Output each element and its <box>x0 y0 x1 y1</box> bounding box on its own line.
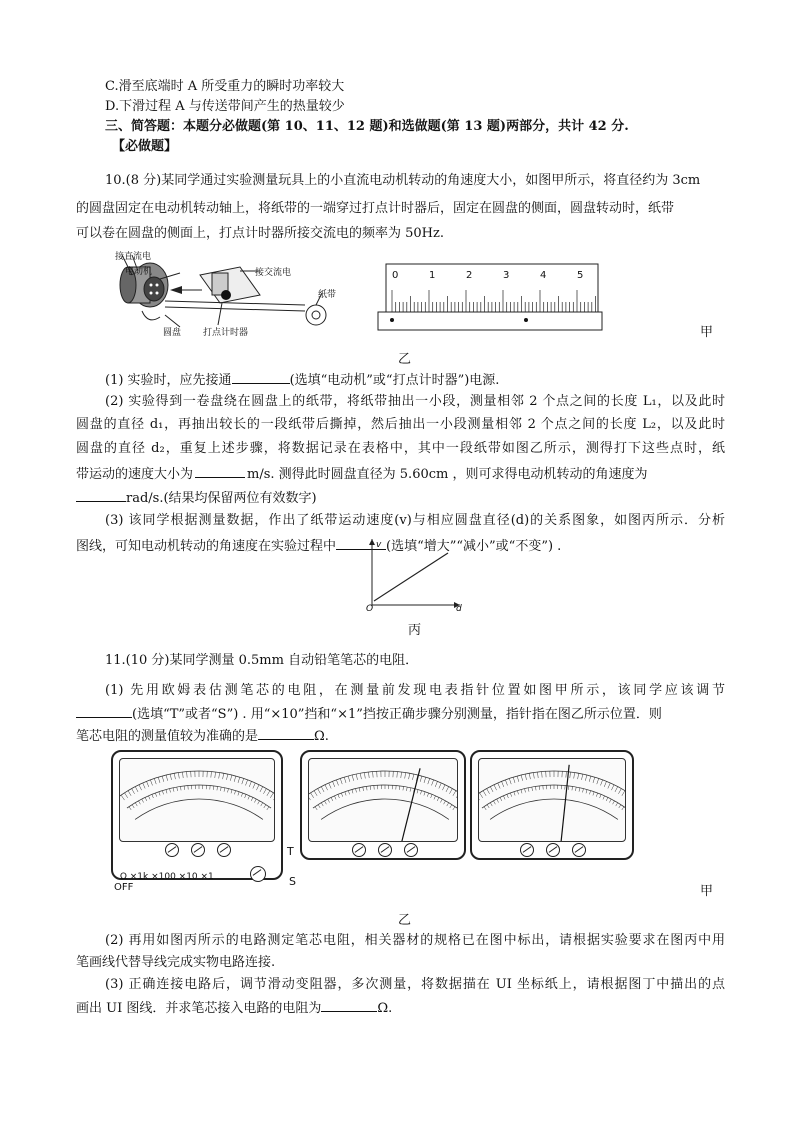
q10-part3-2: 图线，可知电动机转动的角速度在实验过程中 (选填“增大”“减小”或“不变”) . <box>76 536 561 556</box>
label-ac-power: 接交流电 <box>255 268 292 278</box>
dial-tick <box>368 772 369 778</box>
dial-tick <box>497 799 499 803</box>
dial-tick <box>321 803 323 806</box>
dial-tick <box>132 805 134 808</box>
q11-part2-1: (2) 再用如图丙所示的电路测定笔芯电阻，相关器材的规格已在图中标出，请根据实验要求在图丙中用 <box>105 933 725 948</box>
dial-tick <box>500 797 502 801</box>
dial-tick <box>348 776 350 782</box>
dial-tick <box>254 799 256 803</box>
dial-tick <box>224 788 225 792</box>
dial-tick <box>509 778 511 784</box>
dial-tick <box>166 789 167 793</box>
dial-tick <box>431 794 433 798</box>
dial-tick <box>582 774 583 780</box>
dial-tick <box>158 777 160 783</box>
dial-tick <box>270 793 273 798</box>
dial-tick <box>574 773 575 779</box>
dial-tick <box>521 775 522 781</box>
option-c: C.滑至底端时 A 所受重力的瞬时功率较大 <box>105 79 345 94</box>
dial-tick <box>505 780 507 786</box>
dial-tick <box>241 793 242 797</box>
dial-tick <box>217 786 218 790</box>
selector-knob-icon[interactable] <box>250 866 266 882</box>
dial-tick <box>155 793 156 797</box>
meter-needle <box>120 832 199 841</box>
dial-tick <box>324 801 326 804</box>
ruler-tick-label: 2 <box>466 270 473 281</box>
dial-tick <box>340 778 342 784</box>
tape-dot <box>524 318 528 322</box>
dial-tick <box>606 797 608 801</box>
dial-tick <box>248 796 250 800</box>
q10-intro-2: 的圆盘固定在电动机转动轴上，将纸带的一端穿过打点计时器后，固定在圆盘的侧面，圆盘转动时，纸带 <box>76 201 675 216</box>
dial-tick <box>432 780 434 786</box>
q10-part2-2: 圆盘的直径 d₁，再抽出较长的一段纸带后撕掉，然后抽出一小段测量相邻 2 个点之间的长度 L₂，以及此时 <box>76 417 725 432</box>
graph-v-label: v <box>376 540 382 550</box>
dial-tick <box>490 787 493 792</box>
screw-icon <box>378 843 392 857</box>
dial-tick <box>154 778 156 784</box>
dial-tick <box>121 795 124 800</box>
dial-scale-arc <box>135 799 263 819</box>
dial-scale-arc <box>321 799 449 819</box>
screw-icon <box>191 843 205 857</box>
dial-tick <box>267 807 269 810</box>
dial-tick <box>274 795 275 800</box>
dial-tick <box>135 803 137 806</box>
dial-tick <box>420 776 422 782</box>
dial-tick <box>444 801 446 804</box>
dial-tick <box>490 803 492 806</box>
dial-tick <box>480 793 483 798</box>
dial-tick <box>453 791 456 796</box>
dial-tick <box>234 791 235 795</box>
vd-line <box>374 553 448 601</box>
dial-tick <box>152 794 154 798</box>
dial-tick <box>162 776 164 782</box>
dial-tick <box>570 772 571 778</box>
ruler-tick-label: 3 <box>503 270 510 281</box>
dial-tick <box>572 786 573 790</box>
dial-tick <box>170 774 171 780</box>
dial-tick <box>456 793 458 798</box>
dial-tick <box>143 783 145 788</box>
dial-tick <box>502 781 504 787</box>
screw-icon <box>404 843 418 857</box>
dial-tick <box>238 777 240 783</box>
caption-yi: 乙 <box>398 352 412 367</box>
dial-tick <box>487 789 490 794</box>
dial-tick <box>583 789 584 793</box>
label-t: T <box>287 845 294 858</box>
dial-tick <box>219 773 220 779</box>
dial-tick <box>125 793 128 798</box>
dial-tick <box>238 792 239 796</box>
dial-tick <box>521 789 522 793</box>
dial-tick <box>600 794 602 798</box>
dial-tick <box>449 789 452 794</box>
dial-tick <box>615 787 618 792</box>
meter-dial <box>120 759 275 841</box>
dial-tick <box>227 774 228 780</box>
dial-tick <box>359 788 360 792</box>
dial-tick <box>142 799 144 803</box>
dial-tick <box>261 803 263 806</box>
dial-tick <box>147 781 149 787</box>
dial-tick <box>356 774 357 780</box>
meter-dial <box>309 759 458 841</box>
caption-bing: 丙 <box>408 623 422 638</box>
dial-tick <box>537 772 538 778</box>
dial-tick <box>533 773 534 779</box>
dial-tick <box>525 789 526 793</box>
caption-yi-2: 乙 <box>398 913 412 928</box>
dial-tick <box>586 789 587 793</box>
dial-tick <box>601 780 603 786</box>
dial-tick <box>401 772 402 778</box>
dial-tick <box>230 775 231 781</box>
dial-tick <box>517 791 518 795</box>
dial-tick <box>180 786 181 790</box>
dial-tick <box>187 772 188 778</box>
dial-tick <box>442 785 445 790</box>
dial-tick <box>625 793 626 798</box>
dial-tick <box>446 787 449 792</box>
dial-tick <box>336 780 338 786</box>
dial-tick <box>356 789 357 793</box>
dial-tick <box>483 791 486 796</box>
q10-part1: (1) 实验时，应先接通 (选填“电动机”或“打点计时器”)电源. <box>105 370 499 390</box>
dial-tick <box>406 787 407 791</box>
dial-tick <box>352 789 353 793</box>
dial-tick <box>618 789 621 794</box>
dial-tick <box>514 792 515 796</box>
dial-tick <box>366 786 367 790</box>
label-motor: 电动机 <box>125 267 153 277</box>
dial-tick <box>352 775 353 781</box>
dial-tick <box>616 803 618 806</box>
dial-tick <box>622 807 624 810</box>
dial-tick <box>215 772 216 778</box>
label-dc-power: 接直流电 <box>115 252 152 262</box>
tape-reel-icon <box>306 305 326 325</box>
dial-tick <box>341 793 342 797</box>
dial-tick <box>364 773 365 779</box>
dial-tick <box>597 778 599 784</box>
dial-tick <box>525 774 526 780</box>
meter-needle <box>385 768 420 841</box>
required-tag: 【必做题】 <box>112 139 178 154</box>
dial-tick <box>318 789 321 794</box>
dial-tick <box>177 787 178 791</box>
section-heading: 三、简答题：本题分必做题(第 10、11、12 题)和选做题(第 13 题)两部分，共计 42 分. <box>105 119 629 134</box>
label-disk: 圆盘 <box>163 328 182 338</box>
dial-tick <box>145 797 147 801</box>
q11-part1-3: 笔芯电阻的测量值较为准确的是 Ω. <box>76 726 329 746</box>
q10-part2-3: 圆盘的直径 d₂，重复上述步骤，将数据记录在表格中，其中一段纸带如图乙所示，测得打下这些点时，纸 <box>76 441 725 456</box>
dial-tick <box>166 775 167 781</box>
dial-tick <box>517 776 519 782</box>
ruler-labels <box>384 267 604 283</box>
screw-icon <box>520 843 534 857</box>
dial-tick <box>413 774 414 780</box>
label-off: OFF <box>114 882 134 893</box>
timer-icon <box>200 267 260 303</box>
dial-scale-arc <box>490 799 618 819</box>
dial-tick <box>251 797 253 801</box>
dial-tick <box>178 773 179 779</box>
dial-tick <box>360 773 361 779</box>
dial-tick <box>410 788 411 792</box>
dial-tick <box>211 772 212 778</box>
dial-tick <box>242 778 244 784</box>
dial-tick <box>575 787 576 791</box>
q10-intro-3: 可以卷在圆盘的侧面上，打点计时器所接交流电的频率为 50Hz. <box>76 226 444 241</box>
dial-tick <box>223 773 224 779</box>
dial-tick <box>403 786 404 790</box>
dial-tick <box>589 776 591 782</box>
dial-tick <box>348 791 349 795</box>
dial-tick <box>424 792 425 796</box>
dial-tick <box>264 805 266 808</box>
dial-tick <box>363 787 364 791</box>
dial-tick <box>334 796 336 800</box>
dial-scale-arc <box>309 771 458 797</box>
dial-tick <box>267 791 270 796</box>
dial-tick <box>311 793 314 798</box>
dial-tick <box>440 799 442 803</box>
label-tape: 纸带 <box>318 290 337 300</box>
label-timer: 打点计时器 <box>203 328 249 338</box>
dial-tick <box>428 778 430 784</box>
dial-tick <box>493 801 495 804</box>
dial-tick <box>405 773 406 779</box>
dial-tick <box>578 773 579 779</box>
dial-tick <box>329 783 331 788</box>
meter-x1 <box>470 750 634 860</box>
q11-part3-2: 画出 UI 图线．并求笔芯接入电路的电阻为 Ω. <box>76 998 392 1018</box>
dial-tick <box>532 787 533 791</box>
dial-tick <box>321 787 324 792</box>
dial-tick <box>220 787 221 791</box>
dial-tick <box>256 785 259 790</box>
dial-tick <box>344 777 346 783</box>
dial-tick <box>593 777 595 783</box>
dial-tick <box>315 807 317 810</box>
dial-tick <box>498 783 500 788</box>
dial-tick <box>619 805 621 808</box>
dial-tick <box>542 772 543 778</box>
dial-tick <box>494 785 497 790</box>
q10-intro-1: 10.(8 分)某同学通过实验测量玩具上的小直流电动机转动的角速度大小，如图甲所示，将直径约为 3cm <box>105 173 701 188</box>
dial-tick <box>427 793 428 797</box>
dial-tick <box>579 788 580 792</box>
dial-tick <box>128 791 131 796</box>
dial-tick <box>593 792 594 796</box>
dial-tick <box>138 801 140 804</box>
dial-tick <box>263 789 266 794</box>
dial-tick <box>162 791 163 795</box>
screw-icon <box>352 843 366 857</box>
dial-tick <box>513 777 515 783</box>
dial-tick <box>397 772 398 778</box>
dial-tick <box>345 792 346 796</box>
label-omega-range: Ω ×1k ×100 ×10 ×1 <box>120 872 214 882</box>
q11-part3-1: (3) 正确连接电路后，调节滑动变阻器，多次测量，将数据描在 UI 坐标纸上，请根据图丁中描出的点 <box>105 977 725 992</box>
dial-tick <box>439 783 441 788</box>
ruler-tick-label: 0 <box>392 270 399 281</box>
ruler-tick-label: 4 <box>540 270 547 281</box>
dial-tick <box>611 785 614 790</box>
meter-jia <box>111 750 283 880</box>
dial-tick <box>309 795 310 800</box>
dial-tick <box>622 791 625 796</box>
dial-tick <box>234 776 236 782</box>
dial-tick <box>434 796 436 800</box>
dial-tick <box>435 781 437 787</box>
dial-tick <box>420 791 421 795</box>
dial-tick <box>447 803 449 806</box>
dial-tick <box>135 787 138 792</box>
dial-tick <box>566 772 567 778</box>
q10-part3-1: (3) 该同学根据测量数据，作出了纸带运动速度(v)与相应圆盘直径(d)的关系图象，如图丙所示．分析 <box>105 513 725 528</box>
dial-tick <box>507 794 509 798</box>
dial-tick <box>150 780 152 786</box>
q10-part2-4: 带运动的速度大小为 m/s. 测得此时圆盘直径为 5.60cm ，则可求得电动机转动的角速度为 <box>76 464 647 484</box>
dial-tick <box>585 775 586 781</box>
dial-tick <box>613 801 615 804</box>
dial-tick <box>604 781 606 787</box>
label-s: S <box>289 875 296 888</box>
ruler-tick-label: 1 <box>429 270 436 281</box>
caption-jia: 甲 <box>700 325 714 340</box>
screw-icon <box>572 843 586 857</box>
dial-tick <box>338 794 340 798</box>
screw-icon <box>217 843 231 857</box>
dial-tick <box>484 807 486 810</box>
dial-tick <box>246 780 248 786</box>
q10-part2-5: rad/s.(结果均保留两位有效数字) <box>76 488 317 508</box>
dial-tick <box>260 787 263 792</box>
dial-tick <box>182 772 183 778</box>
dial-tick <box>529 773 530 779</box>
dial-tick <box>331 797 333 801</box>
dial-tick <box>417 789 418 793</box>
graph-d-label: d <box>456 604 462 614</box>
dial-tick <box>174 773 175 779</box>
ruler-tick-label: 5 <box>577 270 584 281</box>
caption-jia-2: 甲 <box>700 884 714 899</box>
dial-tick <box>314 791 317 796</box>
dial-tick <box>173 788 174 792</box>
dial-tick <box>437 797 439 801</box>
dial-tick <box>450 805 452 808</box>
dial-tick <box>535 786 536 790</box>
dial-tick <box>373 772 374 778</box>
dial-tick <box>325 785 328 790</box>
dial-tick <box>424 777 426 783</box>
dial-tick <box>487 805 489 808</box>
dial-tick <box>453 807 455 810</box>
q11-part1-2: (选填“T”或者“S”) . 用“×10”挡和“×1”挡按正确步骤分别测量，指针指在图乙所示位置．则 <box>76 704 662 724</box>
dial-tick <box>228 789 229 793</box>
screw-icon <box>546 843 560 857</box>
dial-tick <box>139 785 142 790</box>
dial-tick <box>253 783 255 788</box>
dial-tick <box>503 796 505 800</box>
dial-tick <box>170 789 171 793</box>
dial-scale-arc <box>479 771 626 797</box>
dial-tick <box>245 794 247 798</box>
screw-icon <box>165 843 179 857</box>
option-d: D.下滑过程 A 与传送带间产生的热量较少 <box>105 99 345 114</box>
q11-intro: 11.(10 分)某同学测量 0.5mm 自动铅笔笔芯的电阻． <box>105 653 419 668</box>
dial-tick <box>510 793 511 797</box>
dial-tick <box>231 789 232 793</box>
dial-tick <box>129 807 131 810</box>
dial-tick <box>318 805 320 808</box>
graph-o-label: O <box>366 604 374 614</box>
meter-dial <box>479 759 626 841</box>
dial-tick <box>603 796 605 800</box>
q11-part2-2: 笔画线代替导线完成实物电路连接. <box>76 955 276 970</box>
dial-tick <box>609 799 611 803</box>
dial-tick <box>409 773 410 779</box>
dial-tick <box>159 792 160 796</box>
dial-tick <box>258 801 260 804</box>
tape-dot <box>390 318 394 322</box>
dial-tick <box>333 781 335 787</box>
dial-tick <box>132 789 135 794</box>
dial-tick <box>528 788 529 792</box>
dial-tick <box>608 783 610 788</box>
dial-tick <box>249 781 251 787</box>
meter-x10 <box>300 750 466 860</box>
dial-tick <box>596 793 597 797</box>
q10-part2-1: (2) 实验得到一卷盘绕在圆盘上的纸带，将纸带抽出一小段，测量相邻 2 个点之间的长度 L₁，以及此时 <box>105 394 725 409</box>
dial-tick <box>589 791 590 795</box>
q11-part1-1: (1) 先用欧姆表估测笔芯的电阻，在测量前发现电表指针位置如图甲所示，该同学应该调节 <box>105 683 725 698</box>
meter-needle <box>554 765 569 841</box>
dial-tick <box>148 796 150 800</box>
dial-tick <box>328 799 330 803</box>
